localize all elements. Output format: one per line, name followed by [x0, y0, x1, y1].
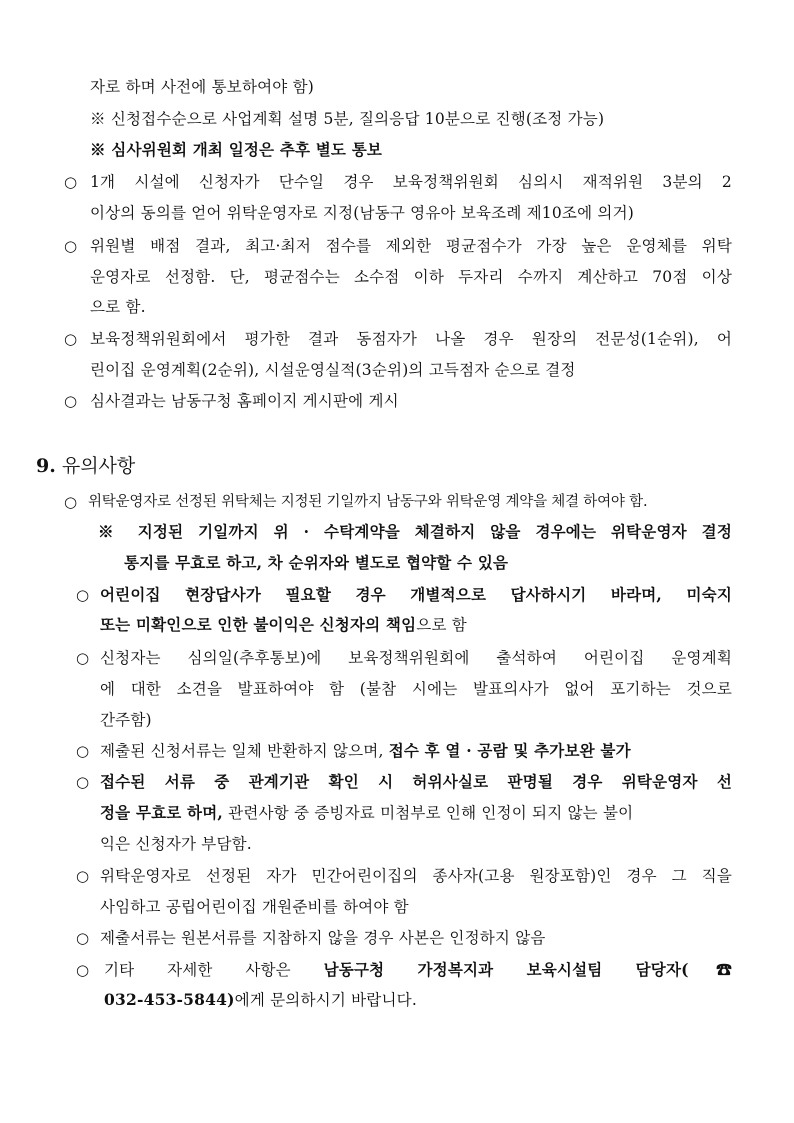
section-number: 9. [36, 455, 56, 477]
item-scoring-cont: 운영자로 선정함. 단, 평균점수는 소수점 이하 두자리 수까지 계산하고 70점 이상 [90, 268, 732, 286]
item-original-docs: 제출서류는 원본서류를 지참하지 않을 경우 사본은 인정하지 않음 [100, 929, 546, 947]
item-contact-bold: 남동구청 가정복지과 보육시설팀 담당자(☎ [323, 960, 732, 979]
item-contact-cont [104, 990, 417, 1010]
item-false-info-bold: 정을 무효로 하며, [100, 803, 224, 822]
bullet-circle: ○ [64, 392, 78, 410]
item-false-info-cont2: 익은 신청자가 부담함. [100, 835, 252, 853]
section-heading [36, 454, 135, 478]
bullet-circle: ○ [76, 773, 90, 791]
note-schedule: ※ 신청접수순으로 사업계획 설명 5분, 질의응답 10분으로 진행(조정 가능) [90, 110, 605, 128]
bullet-circle: ○ [64, 493, 78, 511]
bullet-circle: ○ [76, 961, 90, 979]
item-results: 심사결과는 남동구청 홈페이지 게시판에 게시 [90, 392, 399, 410]
item-contact-plain: 기타 자세한 사항은 [104, 961, 324, 979]
continued-text: 자로 하며 사전에 통보하여야 함) [90, 78, 315, 96]
item-private-staff: 위탁운영자로 선정된 자가 민간어린이집의 종사자(고용 원장포함)인 경우 그 직을 [100, 867, 732, 885]
bullet-circle: ○ [76, 867, 90, 885]
item-contract: 위탁운영자로 선정된 위탁체는 지정된 기일까지 남동구와 위탁운영 계약을 체결 하여야 함. [88, 494, 648, 510]
item-false-info: 접수된 서류 중 관계기관 확인 시 허위사실로 판명될 경우 위탁운영자 선 [100, 772, 732, 791]
item-tie-cont: 린이집 운영계획(2순위), 시설운영실적(3순위)의 고득점자 순으로 결정 [90, 361, 576, 379]
item-site-visit-cont [100, 615, 467, 635]
item-site-visit-rest: 으로 함 [416, 616, 467, 634]
item-presentation-cont: 에 대한 소견을 발표하여야 함 (불참 시에는 발표의사가 없어 포기하는 것으로 [100, 680, 732, 698]
note-contract-void: ※ 지정된 기일까지 위 · 수탁계약을 체결하지 않을 경우에는 위탁운영자 결정 [98, 522, 732, 541]
phone-number: 032-453-5844) [104, 990, 235, 1009]
bullet-circle: ○ [76, 929, 90, 947]
item-tie: 보육정책위원회에서 평가한 결과 동점자가 나올 경우 원장의 전문성(1순위), 어 [90, 330, 732, 348]
item-documents-return-bold: 접수 후 열 · 공람 및 추가보완 불가 [388, 741, 631, 760]
bullet-circle: ○ [76, 586, 90, 604]
item-single-applicant-cont: 이상의 동의를 얻어 위탁운영자로 지정(남동구 영유아 보육조례 제10조에 의거) [90, 204, 634, 222]
bullet-circle: ○ [64, 237, 78, 255]
item-contact [104, 960, 732, 980]
item-documents-return [100, 741, 631, 761]
item-scoring: 위원별 배점 결과, 최고·최저 점수를 제외한 평균점수가 가장 높은 운영체를 위탁 [90, 237, 732, 255]
bullet-circle: ○ [76, 742, 90, 760]
item-presentation: 신청자는 심의일(추후통보)에 보육정책위원회에 출석하여 어린이집 운영계획 [100, 649, 732, 667]
bullet-circle: ○ [76, 649, 90, 667]
section-title: 유의사항 [61, 455, 136, 477]
item-documents-return-plain: 제출된 신청서류는 일체 반환하지 않으며, [100, 742, 389, 760]
note-committee-schedule: ※ 심사위원회 개최 일정은 추후 별도 통보 [90, 140, 383, 159]
note-contract-void-cont: 통지를 무효로 하고, 차 순위자와 별도로 협약할 수 있음 [124, 553, 509, 572]
bullet-circle: ○ [64, 173, 78, 191]
item-private-staff-cont: 사임하고 공립어린이집 개원준비를 하여야 함 [100, 898, 409, 916]
item-false-info-cont [100, 803, 633, 823]
item-scoring-cont2: 으로 함. [90, 298, 146, 316]
item-presentation-cont2: 간주함) [100, 711, 152, 729]
item-site-visit-bold: 또는 미확인으로 인한 불이익은 신청자의 책임 [100, 615, 417, 634]
bullet-circle: ○ [64, 330, 78, 348]
item-site-visit: 어린이집 현장답사가 필요할 경우 개별적으로 답사하시기 바라며, 미숙지 [100, 585, 732, 604]
item-contact-rest: 에게 문의하시기 바랍니다. [234, 991, 417, 1009]
item-single-applicant: 1개 시설에 신청자가 단수일 경우 보육정책위원회 심의시 재적위원 3분의 2 [90, 173, 732, 191]
item-false-info-rest: 관련사항 중 증빙자료 미첨부로 인해 인정이 되지 않는 불이 [223, 804, 634, 822]
